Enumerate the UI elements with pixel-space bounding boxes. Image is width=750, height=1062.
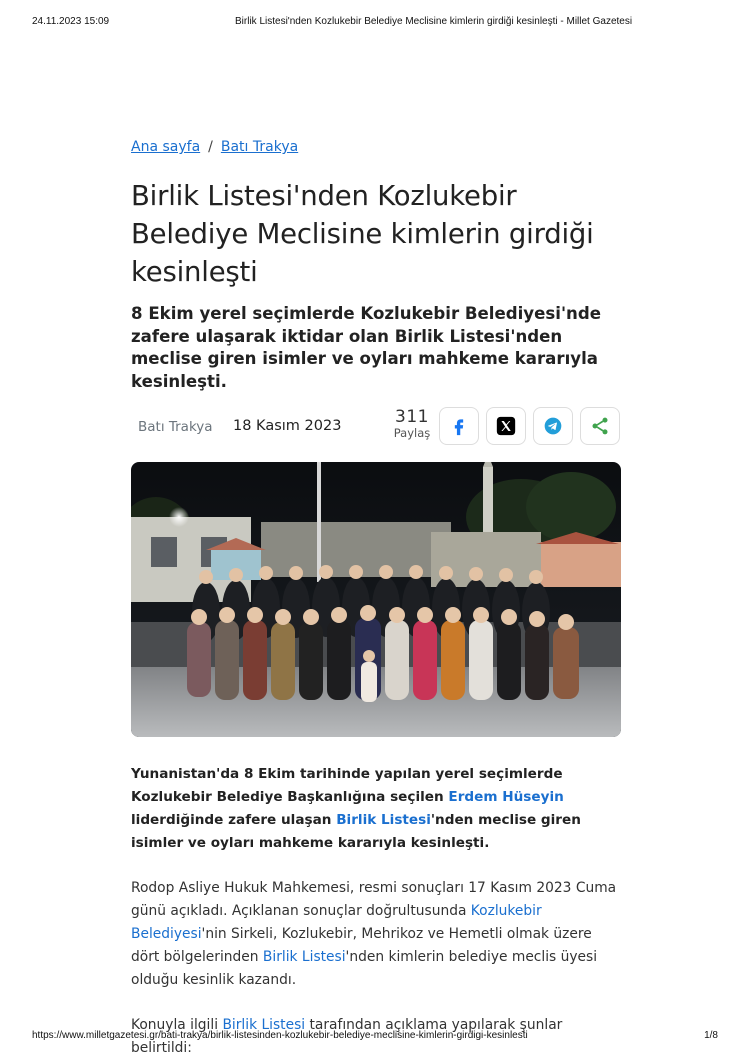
lead-link-birlik-listesi[interactable]: Birlik Listesi [336,812,431,828]
article-headline: Birlik Listesi'nden Kozlukebir Belediye Meclisine kimlerin girdiği kesinleşti [131,180,594,288]
x-share-button[interactable] [486,407,526,445]
telegram-share-button[interactable] [533,407,573,445]
article-meta [131,407,621,447]
print-footer [32,1030,718,1044]
para1-text-3: 'nden kimlerin belediye meclis üyesi olduğu kesinlik kazandı. [131,949,598,988]
print-page-number: 1/8 [704,1030,718,1041]
share-icon [590,416,610,436]
para1-link-kozlukebir-belediyesi[interactable]: Kozlukebir Belediyesi [131,903,542,942]
para1-link-birlik-listesi[interactable]: Birlik Listesi [262,949,346,965]
para2-text-1: Konuyla ilgili [131,1017,223,1033]
para2-text-2: tarafından açıklama yapılarak şunlar belirtildi: [131,1017,563,1056]
breadcrumb-home-link[interactable]: Ana sayfa [131,139,201,155]
article-lead [131,763,621,855]
print-url: https://www.milletgazetesi.gr/bati-trakya/birlik-listesinden-kozlukebir-belediye-meclisine-kimlerin-girdigi-kesinlesti [32,1030,528,1041]
breadcrumb [131,137,621,157]
facebook-share-button[interactable] [439,407,479,445]
print-document-title: Birlik Listesi'nden Kozlukebir Belediye Meclisine kimlerin girdiği kesinleşti - Millet Gazetesi [235,16,633,27]
article-date: 18 Kasım 2023 [233,418,342,434]
telegram-icon [543,416,563,436]
para1-text-1: Rodop Asliye Hukuk Mahkemesi, resmi sonuçları 17 Kasım 2023 Cuma günü açıkladı. Açıklanan sonuçlar doğrultusunda [131,880,617,919]
print-header [32,16,718,30]
lead-text-1: Yunanistan'da 8 Ekim tarihinde yapılan yerel seçimlerde Kozlukebir Belediye Başkanlığına seçilen [131,766,563,805]
lead-link-erdem-huseyin[interactable]: Erdem Hüseyin [448,789,564,805]
share-count-label: Paylaş [393,426,431,440]
lead-text-2: liderdiğinde zafere ulaşan [131,812,337,828]
share-count [393,407,431,440]
share-count-number: 311 [395,407,429,427]
generic-share-button[interactable] [580,407,620,445]
para2-link-birlik-listesi[interactable]: Birlik Listesi [222,1017,306,1033]
article-paragraph-1 [131,877,621,992]
breadcrumb-separator: / [208,139,213,155]
facebook-icon [449,416,469,436]
article-category[interactable]: Batı Trakya [138,419,213,435]
article [131,137,621,1060]
breadcrumb-section-link[interactable]: Batı Trakya [220,139,299,155]
article-summary: 8 Ekim yerel seçimlerde Kozlukebir Belediyesi'nde zafere ulaşarak iktidar olan Birlik Listesi'nden meclise giren isimler ve oyları mahkeme kararıyla kesinleşti. [131,304,601,391]
article-hero-image [131,462,621,737]
para1-text-2: 'nin Sirkeli, Kozlukebir, Mehrikoz ve Hemetli olmak üzere dört bölgelerinden [131,926,592,965]
lead-text-3: 'nden meclise giren isimler ve oyları mahkeme kararıyla kesinleşti. [131,812,581,851]
print-datetime: 24.11.2023 15:09 [32,16,110,27]
group-photo-image [131,462,621,737]
x-icon [495,415,517,437]
